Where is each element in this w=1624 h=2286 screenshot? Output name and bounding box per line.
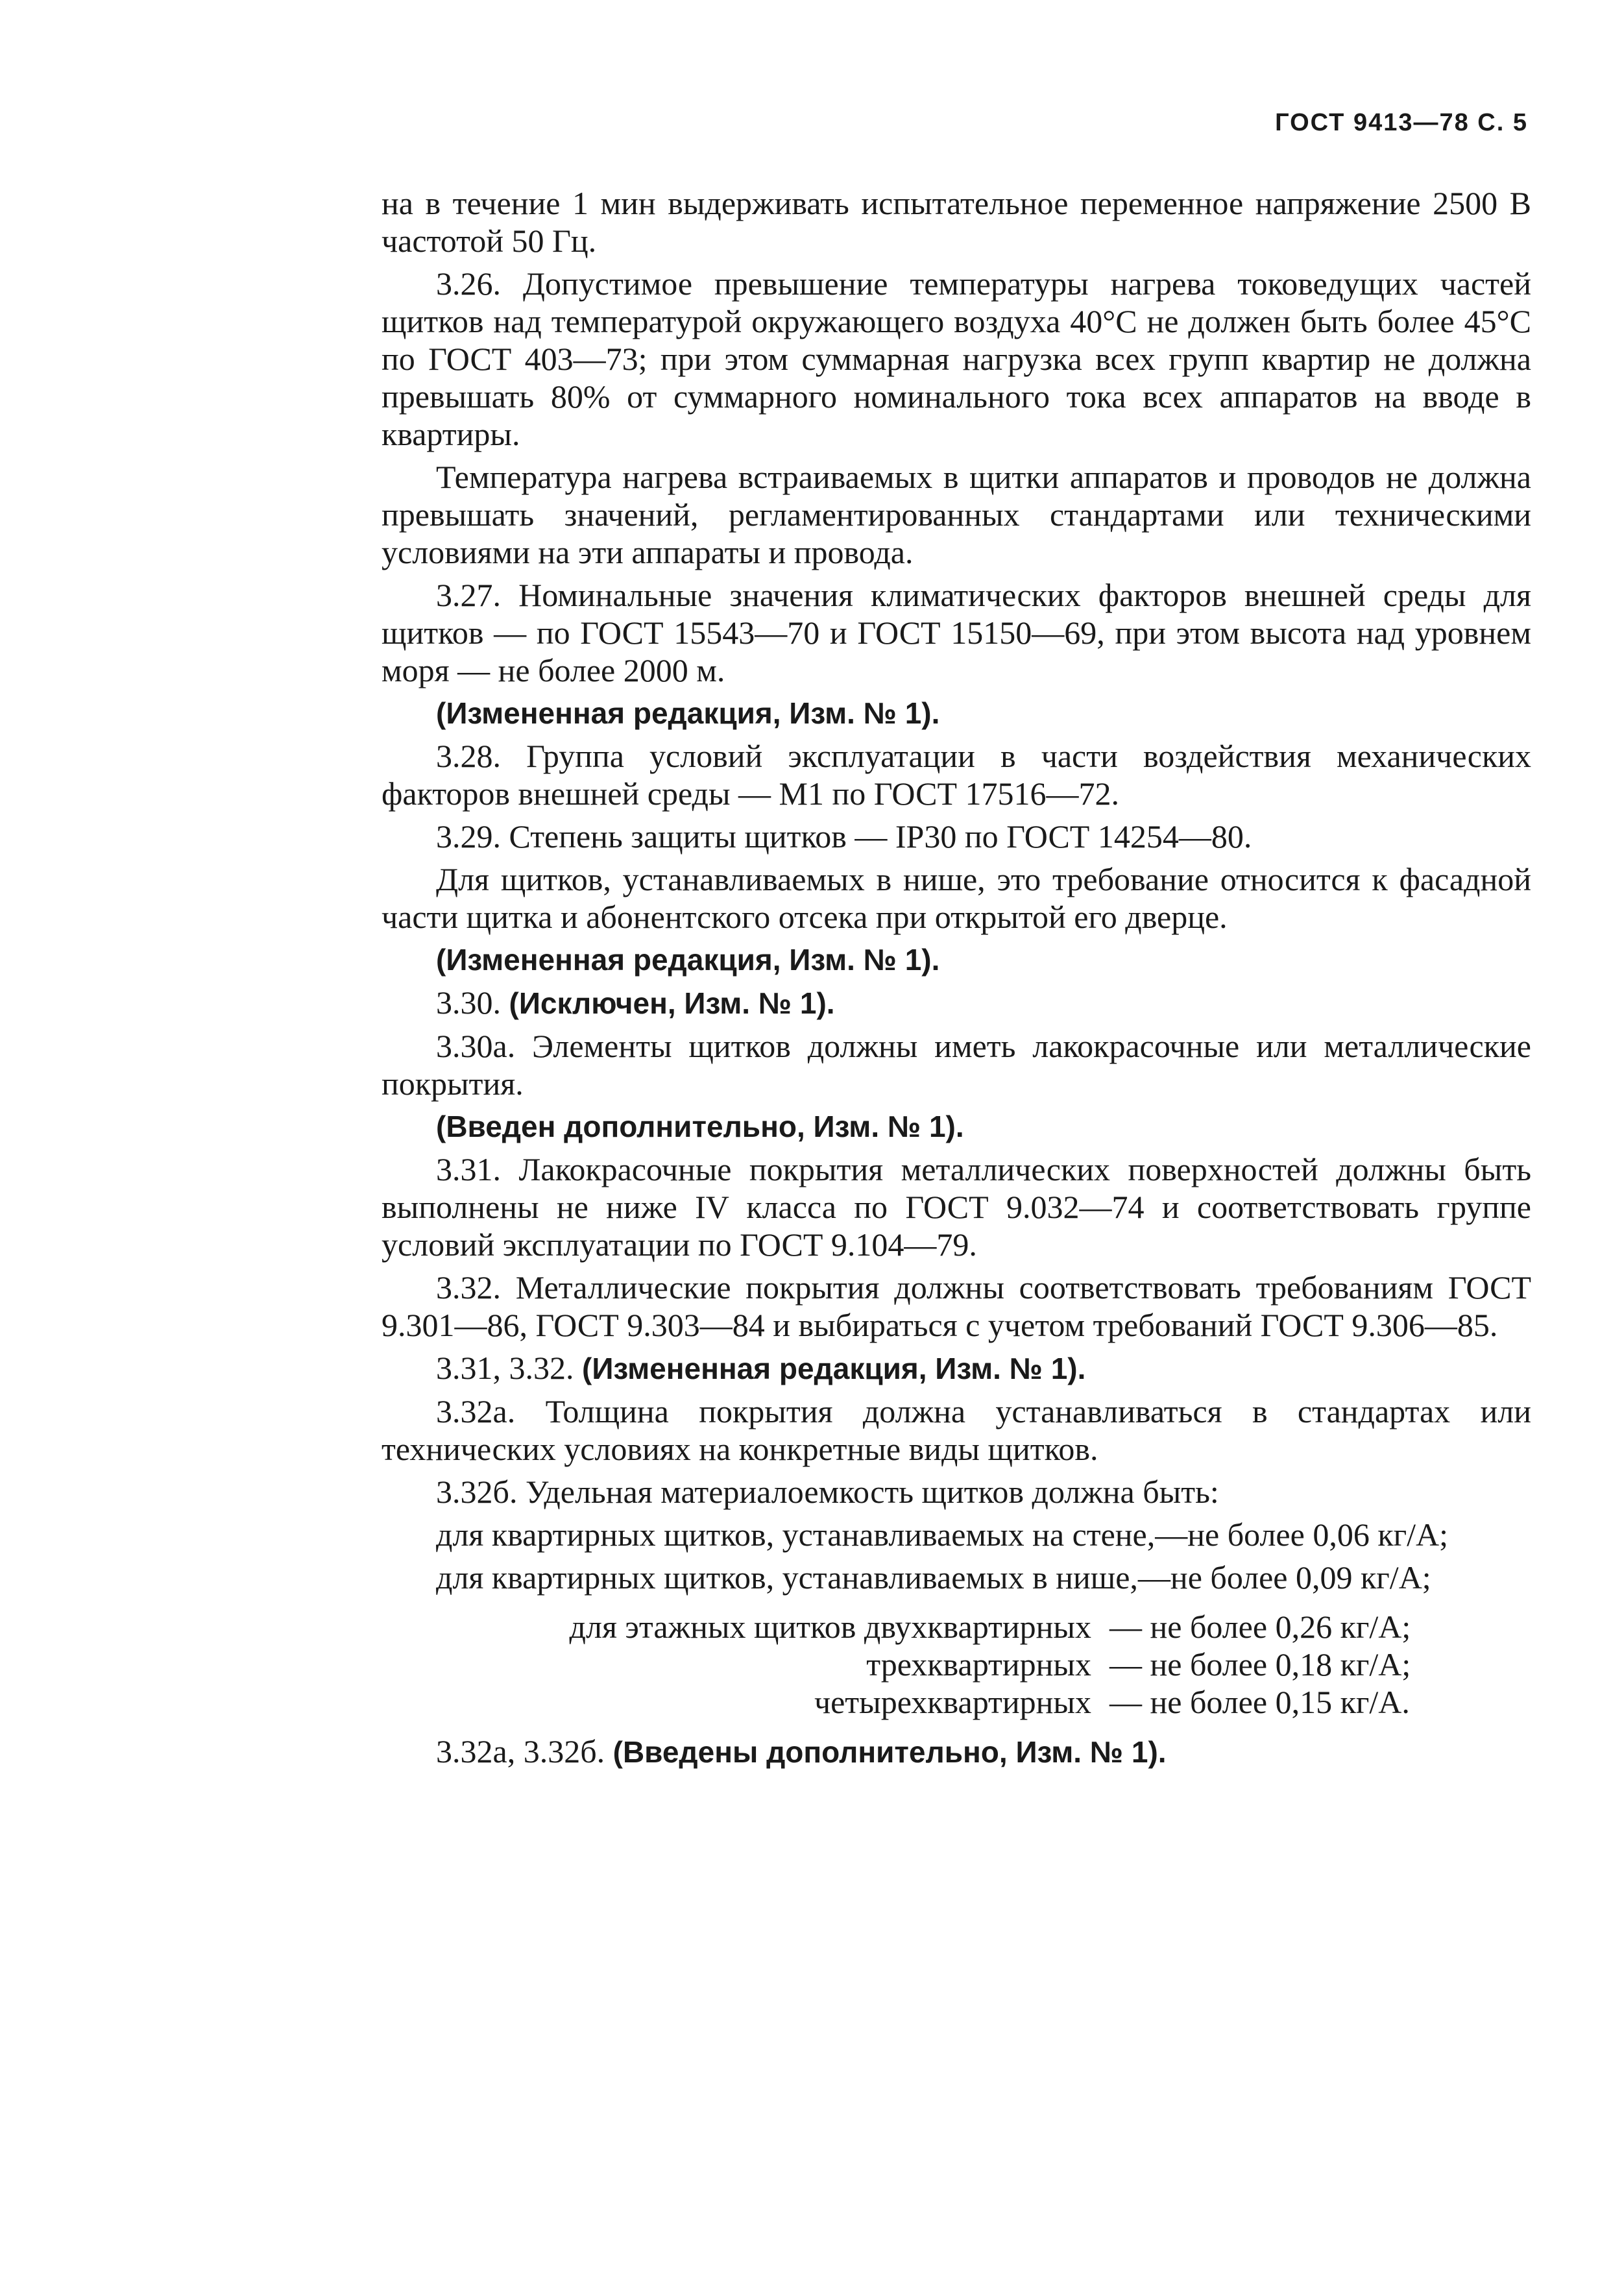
clause-3-32a-3-32b-note [382, 1733, 1531, 1771]
paragraph-continuation: на в течение 1 мин выдерживать испытательное переменное напряжение 2500 В частотой 50 Гц. [382, 185, 1531, 259]
amendment-note: (Измененная редакция, Изм. № 1). [582, 1352, 1086, 1385]
table-value: — не более 0,26 кг/А; [1109, 1609, 1411, 1645]
clause-3-30a: 3.30а. Элементы щитков должны иметь лакокрасочные или металлические покрытия. [382, 1028, 1531, 1102]
clause-3-26-temperature: Температура нагрева встраиваемых в щитки аппаратов и проводов не должна превышать значений, регламентированных стандартами или техническими условиями на эти аппараты и провода. [382, 459, 1531, 570]
clause-3-32b-wall: для квартирных щитков, устанавливаемых на стене,—не более 0,06 кг/А; [436, 1516, 1449, 1553]
table-row [436, 1646, 1531, 1683]
amendment-note: (Введен дополнительно, Изм. № 1). [436, 1110, 964, 1143]
table-label: четырехквартирных [814, 1684, 1091, 1720]
clause-3-27: 3.27. Номинальные значения климатических факторов внешней среды для щитков — по ГОСТ 15543—70 и ГОСТ 15150—69, при этом высота над уровнем моря — не более 2000 м. [382, 577, 1531, 688]
clause-3-32a: 3.32а. Толщина покрытия должна устанавливаться в стандартах или технических условиях на конкретные виды щитков. [382, 1393, 1531, 1467]
clause-number: 3.31, 3.32. [436, 1350, 574, 1386]
table-label: трехквартирных [866, 1646, 1091, 1683]
table-label: для этажных щитков двухквартирных [569, 1609, 1091, 1645]
table-value: — не более 0,15 кг/А. [1109, 1684, 1410, 1720]
clause-number: 3.32а, 3.32б. [436, 1733, 605, 1769]
clause-3-29: 3.29. Степень защиты щитков — IP30 по ГОСТ 14254—80. [436, 818, 1252, 855]
material-intensity-table [436, 1608, 1531, 1721]
amendment-note: (Измененная редакция, Изм. № 1). [436, 943, 940, 977]
page-header: ГОСТ 9413—78 С. 5 [1275, 109, 1528, 136]
clause-3-31-3-32-note [382, 1349, 1531, 1387]
amendment-note: (Исключен, Изм. № 1). [509, 986, 835, 1020]
clause-3-30 [382, 984, 1531, 1022]
clause-3-31: 3.31. Лакокрасочные покрытия металлических поверхностей должны быть выполнены не ниже IV класса по ГОСТ 9.032—74 и соответствовать группе условий эксплуатации по ГОСТ 9.104—79. [382, 1151, 1531, 1263]
clause-3-32b: 3.32б. Удельная материалоемкость щитков должна быть: [436, 1474, 1219, 1510]
clause-3-28: 3.28. Группа условий эксплуатации в части воздействия механических факторов внешней среды — М1 по ГОСТ 17516—72. [382, 738, 1531, 812]
clause-3-26: 3.26. Допустимое превышение температуры нагрева токоведущих частей щитков над температурой окружающего воздуха 40°С не должен быть более 45°С по ГОСТ 403—73; при этом суммарная нагрузка всех групп квартир не должна превышать 80% от суммарного номинального тока всех аппаратов на вводе в квартиры. [382, 265, 1531, 452]
table-row [436, 1683, 1531, 1721]
clause-3-32: 3.32. Металлические покрытия должны соответствовать требованиям ГОСТ 9.301—86, ГОСТ 9.303—84 и выбираться с учетом требований ГОСТ 9.306—85. [382, 1269, 1531, 1343]
amendment-note: (Введены дополнительно, Изм. № 1). [612, 1735, 1167, 1769]
table-value: — не более 0,18 кг/А; [1109, 1646, 1411, 1683]
clause-3-29-niche: Для щитков, устанавливаемых в нише, это требование относится к фасадной части щитка и абонентского отсека при открытой его дверце. [382, 861, 1531, 935]
clause-number: 3.30. [436, 984, 501, 1021]
amendment-note: (Измененная редакция, Изм. № 1). [436, 696, 940, 730]
table-row [436, 1608, 1531, 1646]
document-body [382, 184, 1531, 1776]
clause-3-32b-niche: для квартирных щитков, устанавливаемых в нише,—не более 0,09 кг/А; [436, 1559, 1431, 1596]
